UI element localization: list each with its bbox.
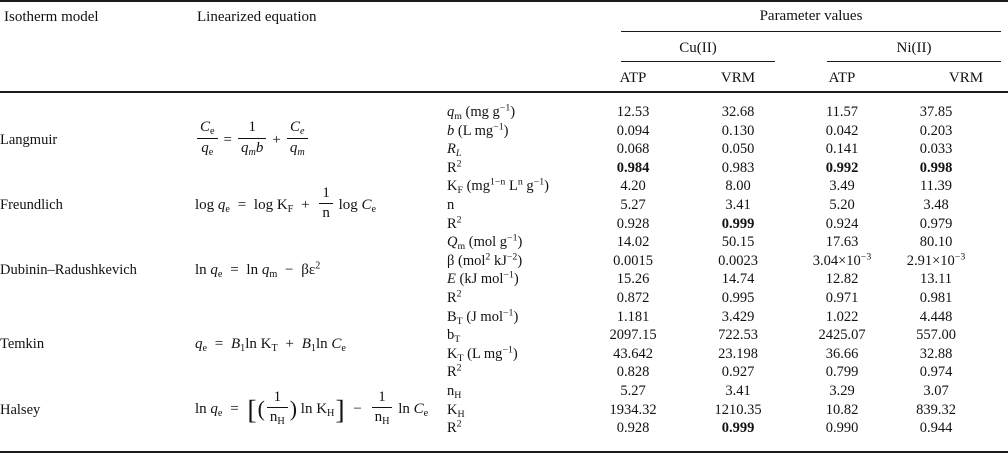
parameter-label: $Q_m$ (mol $g^{-1}$): [447, 232, 523, 252]
parameter-value: 0.990: [825, 420, 859, 437]
parameter-value: 2425.07: [818, 327, 866, 344]
parameter-value: 0.033: [919, 141, 953, 158]
linearized-equation: $q_e = B_1\ln$ $K_T + B_1\ln$ $C_e$: [195, 336, 346, 355]
parameter-value: 23.198: [718, 345, 758, 362]
parameter-value: 4.448: [919, 308, 953, 325]
parameter-value: 0.0015: [613, 252, 653, 269]
model-name: Halsey: [0, 401, 41, 418]
parameter-value: 0.042: [825, 122, 859, 139]
parameter-value: 0.050: [721, 141, 755, 158]
header-group-ni-label: Ni(II): [827, 32, 1001, 62]
parameter-label: $R_L$: [447, 141, 462, 159]
parameter-value: 0.094: [616, 122, 650, 139]
header-parameter-values: [580, 2, 1008, 32]
parameter-value: 722.53: [718, 327, 758, 344]
parameter-value: 1.022: [825, 308, 859, 325]
parameter-value: 0.068: [616, 141, 650, 158]
parameter-label: $b_T$: [447, 327, 461, 345]
bottom-rule: [0, 451, 1008, 453]
parameter-value: 4.20: [620, 178, 646, 195]
parameter-value: 3.41: [725, 196, 751, 213]
model-name: Langmuir: [0, 131, 58, 148]
table-header: [0, 0, 1008, 93]
parameter-value: 80.10: [919, 234, 953, 251]
parameter-value: 0.984: [616, 159, 650, 176]
header-subcol-cu-vrm: VRM: [720, 70, 756, 86]
parameter-value: 0.999: [721, 420, 755, 437]
parameter-value: 2097.15: [609, 327, 657, 344]
parameter-value: 3.49: [829, 178, 855, 195]
parameter-value: 17.63: [825, 234, 859, 251]
parameter-value: 0.928: [616, 420, 650, 437]
table-row: [0, 233, 1008, 252]
parameter-value: 0.992: [825, 159, 859, 176]
parameter-value: 0.0023: [718, 252, 758, 269]
parameter-value: 0.981: [919, 289, 953, 306]
parameter-value: 8.00: [725, 178, 751, 195]
parameter-label: $K_T$ (L $mg^{-1}$): [447, 344, 518, 364]
parameter-value: 0.983: [721, 159, 755, 176]
parameter-value: 36.66: [825, 345, 859, 362]
model-name: Dubinin–Radushkevich: [0, 262, 137, 279]
header-group-cu: [580, 32, 790, 62]
parameter-value: 12.82: [825, 271, 859, 288]
parameter-value: 0.141: [825, 141, 859, 158]
parameter-value: 0.203: [919, 122, 953, 139]
parameter-value: 15.26: [616, 271, 650, 288]
parameter-label: E (kJ mol$^{-1}$): [447, 269, 519, 288]
parameter-value: 0.799: [825, 364, 859, 381]
parameter-value: 0.971: [825, 289, 859, 306]
parameter-value: 12.53: [616, 104, 650, 120]
parameter-value: 0.872: [616, 289, 650, 306]
parameter-value: 0.998: [919, 159, 953, 176]
table-row: [0, 103, 1008, 122]
header-isotherm-model: Isotherm model: [4, 9, 99, 25]
linearized-equation: $\ln q_e$ = [( $\frac{1}{n_H}$ ) $\ln K_H$] − $\frac{1}{n_H}$ $\ln C_e$: [195, 389, 429, 428]
parameter-value: 11.39: [919, 178, 953, 195]
parameter-value: 32.88: [919, 345, 953, 362]
parameter-label: $R^2$: [447, 362, 462, 381]
parameter-value: 3.48: [923, 196, 949, 213]
header-subcol-ni-vrm: VRM: [948, 70, 984, 86]
parameter-label: $K_H$: [447, 401, 465, 420]
parameter-value: 0.999: [721, 215, 755, 232]
parameter-value: 557.00: [916, 327, 956, 344]
table-row: [0, 382, 1008, 401]
parameter-value: $3.04\times 10^{-3}$: [812, 251, 872, 269]
parameter-value: 32.68: [721, 104, 755, 120]
parameter-value: 37.85: [919, 104, 953, 120]
parameter-value: 11.57: [825, 104, 859, 120]
parameter-label: $R^2$: [447, 214, 462, 232]
parameter-label: n: [447, 196, 455, 213]
header-parameter-values-label: Parameter values: [621, 2, 1001, 32]
parameter-value: 0.130: [721, 122, 755, 139]
parameter-label: $n_H$: [447, 382, 462, 401]
parameter-label: $K_F$ ($mg^{1-n}$ $L^n$ $g^{-1}$): [447, 176, 549, 197]
parameter-value: 5.20: [829, 196, 855, 213]
linearized-equation: $\ln q_e = \ln q_m - \beta\varepsilon^2$: [195, 260, 321, 280]
parameter-label: β (mol$^2$ $kJ^{-2}$): [447, 251, 523, 269]
parameter-value: 0.995: [721, 289, 755, 306]
parameter-value: 0.979: [919, 215, 953, 232]
header-subcol-ni-atp: ATP: [828, 70, 856, 86]
parameter-value: 3.429: [721, 308, 755, 325]
parameter-value: 14.74: [721, 271, 755, 288]
parameter-label: $B_T$ (J mol$^{-1}$): [447, 307, 519, 327]
parameter-label: $R^2$: [447, 288, 462, 306]
parameter-value: 0.924: [825, 215, 859, 232]
parameter-value: $2.91\times 10^{-3}$: [906, 251, 966, 269]
parameter-label: $q_m$ (mg $g^{-1}$): [447, 102, 516, 122]
parameter-value: 3.29: [829, 382, 855, 399]
header-linearized-equation: Linearized equation: [197, 9, 317, 25]
parameter-value: 1210.35: [714, 401, 762, 418]
parameter-value: 3.41: [725, 382, 751, 399]
table-row: [0, 177, 1008, 196]
parameter-label: $R^2$: [447, 418, 462, 437]
parameter-value: 0.828: [616, 364, 650, 381]
parameter-label: $R^2$: [447, 158, 462, 176]
parameter-value: 10.82: [825, 401, 859, 418]
header-group-ni: [790, 32, 1008, 62]
parameter-value: 0.974: [919, 364, 953, 381]
linearized-equation: $\log q_e = \log K_F$ + $\frac{1}{n}$ $\log C_e$: [195, 184, 377, 221]
parameter-value: 5.27: [620, 382, 646, 399]
header-subcol-cu-atp: ATP: [619, 70, 647, 86]
parameter-label: b (L $mg^{-1}$): [447, 121, 509, 139]
parameter-value: 14.02: [616, 234, 650, 251]
parameter-value: 13.11: [919, 271, 953, 288]
parameter-value: 43.642: [613, 345, 653, 362]
parameters-table: [0, 103, 1008, 438]
parameter-value: 50.15: [721, 234, 755, 251]
parameter-value: 0.944: [919, 420, 953, 437]
parameter-value: 0.927: [721, 364, 755, 381]
parameter-value: 839.32: [916, 401, 956, 418]
model-name: Temkin: [0, 336, 45, 353]
parameter-value: 1934.32: [609, 401, 657, 418]
model-name: Freundlich: [0, 196, 63, 213]
parameter-value: 0.928: [616, 215, 650, 232]
header-group-cu-label: Cu(II): [621, 32, 775, 62]
parameter-value: 3.07: [923, 382, 949, 399]
parameter-value: 5.27: [620, 196, 646, 213]
parameter-value: 1.181: [616, 308, 650, 325]
table-body: [0, 103, 1008, 438]
table-row: [0, 308, 1008, 327]
linearized-equation: $\frac{C_e}{q_e}$ = $\frac{1}{q_mb}$ + $\frac{C_e}{q_m}$: [195, 103, 447, 177]
